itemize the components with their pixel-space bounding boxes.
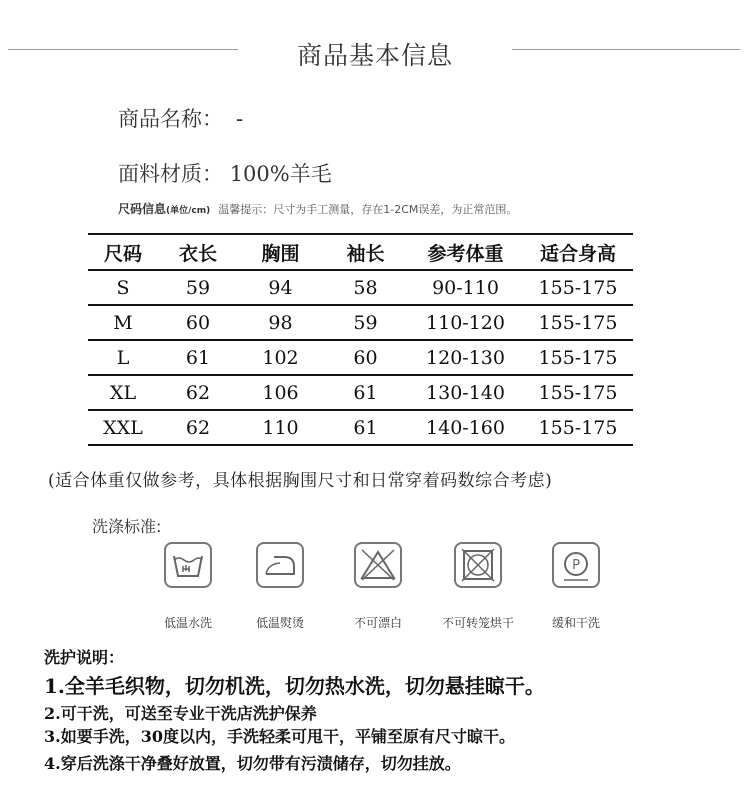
- table-cell: 120-130: [408, 340, 523, 375]
- size-note-tip: 温馨提示：尺寸为手工测量，存在1-2CM误差，为正常范围。: [218, 203, 518, 216]
- size-note: [118, 200, 517, 217]
- column-header: 衣长: [158, 234, 238, 270]
- column-header: 袖长: [323, 234, 408, 270]
- table-cell: 110-120: [408, 305, 523, 340]
- column-header: 胸围: [238, 234, 323, 270]
- table-row: [88, 305, 633, 340]
- table-cell: 155-175: [523, 340, 633, 375]
- table-cell: 94: [238, 270, 323, 305]
- table-cell: 155-175: [523, 375, 633, 410]
- product-name-row: [118, 103, 243, 133]
- gentle-dry-clean-icon: [552, 542, 600, 588]
- table-cell: 60: [158, 305, 238, 340]
- care-line: 1.全羊毛织物，切勿机洗，切勿热水洗，切勿悬挂晾干。: [44, 674, 545, 698]
- care-line: 3.如要手洗，30度以内，手洗轻柔可甩干，平铺至原有尺寸晾干。: [44, 727, 515, 746]
- table-cell: XXL: [88, 410, 158, 445]
- table-cell: 102: [238, 340, 323, 375]
- table-cell: L: [88, 340, 158, 375]
- low-temp-iron-icon: [256, 542, 304, 588]
- dry-clean-label: 缓和干洗: [551, 616, 600, 630]
- column-header: 参考体重: [408, 234, 523, 270]
- column-header: 尺码: [88, 234, 158, 270]
- product-name-label: 商品名称：: [118, 107, 223, 131]
- wash-title: 洗涤标准:: [92, 517, 162, 536]
- table-cell: 60: [323, 340, 408, 375]
- care-line: 4.穿后洗涤干净叠好放置，切勿带有污渍储存，切勿挂放。: [44, 754, 461, 773]
- table-cell: 62: [158, 375, 238, 410]
- column-header: 适合身高: [523, 234, 633, 270]
- table-cell: 155-175: [523, 410, 633, 445]
- table-cell: 62: [158, 410, 238, 445]
- table-cell: 130-140: [408, 375, 523, 410]
- table-cell: 110: [238, 410, 323, 445]
- table-row: [88, 340, 633, 375]
- table-cell: 58: [323, 270, 408, 305]
- table-cell: 59: [323, 305, 408, 340]
- page-title: 商品基本信息: [296, 41, 453, 70]
- table-row: [88, 270, 633, 305]
- size-note-unit: (单位/cm): [166, 206, 211, 216]
- product-name-value: -: [235, 107, 244, 131]
- size-note-title: 尺码信息: [118, 202, 167, 216]
- table-cell: 155-175: [523, 305, 633, 340]
- iron-label: 低温熨烫: [255, 616, 304, 630]
- fabric-label: 面料材质：: [118, 162, 223, 186]
- table-cell: 155-175: [523, 270, 633, 305]
- table-cell: 140-160: [408, 410, 523, 445]
- table-row: [88, 410, 633, 445]
- no-tumble-dry-icon: [454, 542, 502, 588]
- fabric-row: [118, 158, 332, 188]
- table-cell: 61: [158, 340, 238, 375]
- table-cell: 106: [238, 375, 323, 410]
- care-title: 洗护说明：: [44, 648, 125, 667]
- table-cell: XL: [88, 375, 158, 410]
- table-cell: M: [88, 305, 158, 340]
- tumble-dry-label: 不可转笼烘干: [441, 616, 514, 630]
- table-cell: S: [88, 270, 158, 305]
- table-row: [88, 375, 633, 410]
- care-line: 2.可干洗，可送至专业干洗店洗护保养: [44, 704, 317, 723]
- size-table: [88, 233, 633, 446]
- table-cell: 61: [323, 410, 408, 445]
- no-bleach-icon: [354, 542, 402, 588]
- svg-text:P: P: [572, 558, 580, 573]
- table-cell: 59: [158, 270, 238, 305]
- low-temp-wash-icon: [164, 542, 212, 588]
- table-cell: 90-110: [408, 270, 523, 305]
- header-line-right: [512, 49, 740, 50]
- wash-label: 低温水洗: [163, 616, 212, 630]
- weight-remark: (适合体重仅做参考，具体根据胸围尺寸和日常穿着码数综合考虑): [48, 471, 553, 491]
- bleach-label: 不可漂白: [353, 616, 402, 630]
- size-table-header: [88, 234, 633, 270]
- table-cell: 61: [323, 375, 408, 410]
- fabric-value: 100%羊毛: [229, 162, 332, 186]
- table-cell: 98: [238, 305, 323, 340]
